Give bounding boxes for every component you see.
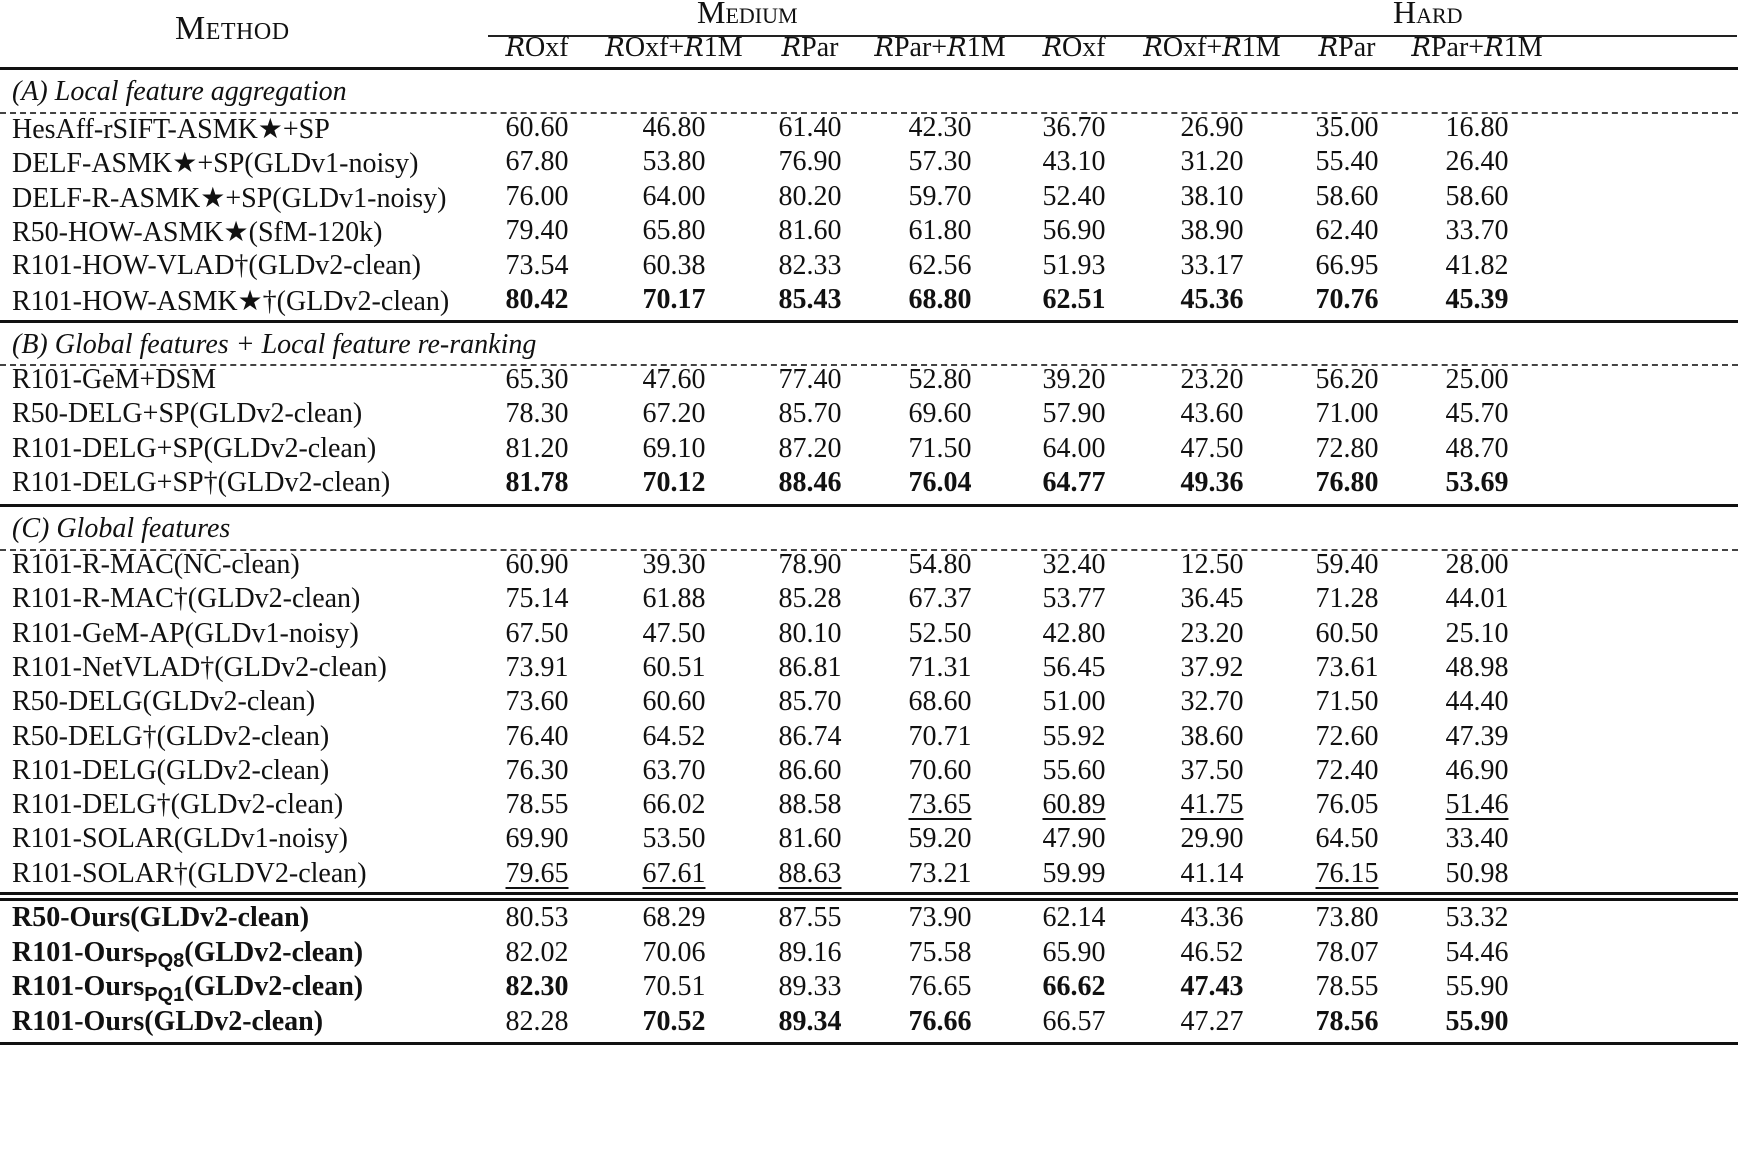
cell-value: 47.90 [1042, 823, 1106, 855]
header-rule [0, 67, 1738, 70]
table-row [0, 1006, 1738, 1040]
cell-value: 80.10 [778, 617, 842, 649]
cell-value: 71.50 [908, 432, 972, 464]
cell-value: 45.39 [1445, 284, 1509, 315]
cell-value: 72.40 [1315, 754, 1379, 786]
cell-value: 71.31 [908, 651, 972, 683]
cell-value: 63.70 [642, 754, 706, 786]
cell-value: 48.70 [1445, 432, 1509, 464]
cell-value: 12.50 [1180, 549, 1244, 580]
cell-value: 64.00 [642, 180, 706, 212]
cell-value: 76.40 [505, 720, 569, 752]
cell-value: 66.62 [1042, 971, 1106, 1002]
method-name: R101-SOLAR(GLDv1-noisy) [12, 823, 348, 855]
cell-value: 23.20 [1180, 364, 1244, 395]
method-name: R101-R-MAC†(GLDv2-clean) [12, 583, 361, 615]
cell-value: 43.10 [1042, 146, 1106, 178]
cell-value: 76.90 [778, 146, 842, 178]
cell-value: 43.36 [1180, 902, 1244, 933]
cell-value: 52.40 [1042, 180, 1106, 212]
cell-value: 55.92 [1042, 720, 1106, 752]
cell-value: 29.90 [1180, 823, 1244, 855]
subcolumn-header: ROxf+R1M [1143, 32, 1281, 63]
method-header: Method [175, 10, 290, 47]
cell-value: 66.57 [1042, 1005, 1106, 1037]
cell-value: 42.30 [908, 112, 972, 143]
cell-value: 70.60 [908, 754, 972, 786]
subcolumn-header: RPar [1318, 32, 1376, 63]
table-row [0, 823, 1738, 857]
cell-value: 75.58 [908, 936, 972, 968]
cell-value: 25.00 [1445, 364, 1509, 395]
method-name: HesAff-rSIFT-ASMK★+SP [12, 114, 330, 145]
table-row [0, 971, 1738, 1005]
cell-value: 37.92 [1180, 651, 1244, 683]
cell-value: 46.90 [1445, 754, 1509, 786]
cell-value: 41.14 [1180, 857, 1244, 889]
cell-value: 60.50 [1315, 617, 1379, 649]
cell-value: 47.39 [1445, 720, 1509, 752]
table-row [0, 902, 1738, 936]
cell-value: 78.30 [505, 398, 569, 430]
cell-value: 45.70 [1445, 398, 1509, 430]
cell-value: 33.17 [1180, 249, 1244, 281]
cell-value: 82.30 [505, 971, 569, 1002]
cell-value: 68.60 [908, 686, 972, 718]
table-row [0, 215, 1738, 249]
table-row [0, 181, 1738, 215]
cell-value: 46.52 [1180, 936, 1244, 968]
cell-value: 33.70 [1445, 215, 1509, 247]
cell-value: 73.65 [908, 789, 972, 821]
cell-value: 25.10 [1445, 617, 1509, 649]
cell-value: 71.28 [1315, 583, 1379, 615]
cell-value: 80.20 [778, 180, 842, 212]
method-name: R101-DELG+SP†(GLDv2-clean) [12, 467, 391, 499]
group-header-medium: Medium [697, 0, 798, 30]
cell-value: 51.93 [1042, 249, 1106, 281]
cell-value: 59.70 [908, 180, 972, 212]
cell-value: 38.90 [1180, 215, 1244, 247]
cell-value: 75.14 [505, 583, 569, 615]
subcolumn-header: ROxf+R1M [605, 32, 743, 63]
cell-value: 65.30 [505, 364, 569, 395]
cell-value: 70.12 [642, 467, 706, 499]
cell-value: 77.40 [778, 364, 842, 395]
cell-value: 67.37 [908, 583, 972, 615]
table-row [0, 583, 1738, 617]
cell-value: 61.80 [908, 215, 972, 247]
cell-value: 64.52 [642, 720, 706, 752]
cell-value: 32.40 [1042, 549, 1106, 580]
table-row [0, 755, 1738, 789]
cell-value: 69.60 [908, 398, 972, 430]
cell-value: 55.40 [1315, 146, 1379, 178]
cell-value: 47.50 [1180, 432, 1244, 464]
cell-value: 70.76 [1315, 284, 1379, 315]
cell-value: 54.46 [1445, 936, 1509, 968]
method-name: R101-Ours$_{PQ8}$(GLDv2-clean) [12, 936, 364, 972]
method-name: R101-Ours$_{PQ1}$(GLDv2-clean) [12, 971, 364, 1006]
cell-value: 53.77 [1042, 583, 1106, 615]
section-title: (A) Local feature aggregation [12, 76, 347, 107]
cell-value: 60.38 [642, 249, 706, 281]
cell-value: 73.60 [505, 686, 569, 718]
cell-value: 88.63 [778, 857, 842, 889]
cell-value: 60.60 [642, 686, 706, 718]
cell-value: 78.55 [1315, 971, 1379, 1002]
cell-value: 47.60 [642, 364, 706, 395]
method-name: R101-DELG(GLDv2-clean) [12, 754, 330, 786]
cell-value: 76.30 [505, 754, 569, 786]
cell-value: 89.16 [778, 936, 842, 968]
cell-value: 76.00 [505, 180, 569, 212]
cell-value: 37.50 [1180, 754, 1244, 786]
cell-value: 51.46 [1445, 789, 1509, 821]
cell-value: 28.00 [1445, 549, 1509, 580]
cell-value: 36.45 [1180, 583, 1244, 615]
cell-value: 41.75 [1180, 789, 1244, 821]
section-rule [0, 1042, 1738, 1045]
cell-value: 43.60 [1180, 398, 1244, 430]
cell-value: 85.70 [778, 398, 842, 430]
cell-value: 39.20 [1042, 364, 1106, 395]
cell-value: 36.70 [1042, 112, 1106, 143]
method-name: R50-DELG†(GLDv2-clean) [12, 720, 330, 752]
cell-value: 47.27 [1180, 1005, 1244, 1037]
cell-value: 64.50 [1315, 823, 1379, 855]
cell-value: 61.88 [642, 583, 706, 615]
cell-value: 64.77 [1042, 467, 1106, 499]
table-row [0, 686, 1738, 720]
cell-value: 73.61 [1315, 651, 1379, 683]
cell-value: 35.00 [1315, 112, 1379, 143]
cell-value: 78.55 [505, 789, 569, 821]
cell-value: 72.80 [1315, 432, 1379, 464]
table-row [0, 250, 1738, 284]
cell-value: 81.60 [778, 823, 842, 855]
cell-value: 65.90 [1042, 936, 1106, 968]
cell-value: 57.30 [908, 146, 972, 178]
cell-value: 78.90 [778, 549, 842, 580]
cell-value: 62.51 [1042, 284, 1106, 315]
cell-value: 70.06 [642, 936, 706, 968]
cell-value: 87.20 [778, 432, 842, 464]
cell-value: 58.60 [1445, 180, 1509, 212]
cell-value: 56.90 [1042, 215, 1106, 247]
table-row [0, 146, 1738, 180]
method-name: DELF-ASMK★+SP(GLDv1-noisy) [12, 148, 419, 180]
table-row [0, 721, 1738, 755]
cell-value: 76.80 [1315, 467, 1379, 499]
cell-value: 57.90 [1042, 398, 1106, 430]
cell-value: 89.34 [778, 1005, 842, 1037]
cell-value: 41.82 [1445, 249, 1509, 281]
cell-value: 51.00 [1042, 686, 1106, 718]
cell-value: 62.40 [1315, 215, 1379, 247]
table-row [0, 433, 1738, 467]
cell-value: 59.20 [908, 823, 972, 855]
cell-value: 80.42 [505, 284, 569, 315]
cell-value: 53.69 [1445, 467, 1509, 499]
cell-value: 69.90 [505, 823, 569, 855]
section-title: (B) Global features + Local feature re-ranking [12, 329, 537, 360]
table-row [0, 398, 1738, 432]
method-name: R101-DELG†(GLDv2-clean) [12, 789, 344, 821]
subcolumn-header: ROxf [505, 32, 569, 63]
cell-value: 79.65 [505, 857, 569, 889]
cell-value: 82.02 [505, 936, 569, 968]
table-row [0, 467, 1738, 501]
section-rule [0, 320, 1738, 323]
cell-value: 54.80 [908, 549, 972, 580]
cell-value: 47.43 [1180, 971, 1244, 1002]
cell-value: 70.71 [908, 720, 972, 752]
cell-value: 86.74 [778, 720, 842, 752]
cell-value: 60.89 [1042, 789, 1106, 821]
cell-value: 65.80 [642, 215, 706, 247]
cell-value: 76.65 [908, 971, 972, 1002]
cell-value: 73.21 [908, 857, 972, 889]
subcolumn-header: RPar+R1M [874, 32, 1006, 63]
cell-value: 46.80 [642, 112, 706, 143]
group-header-hard: Hard [1393, 0, 1463, 30]
table-row [0, 789, 1738, 823]
double-rule [0, 898, 1738, 901]
cell-value: 73.90 [908, 902, 972, 933]
cell-value: 76.04 [908, 467, 972, 499]
method-name: DELF-R-ASMK★+SP(GLDv1-noisy) [12, 182, 447, 214]
cell-value: 26.40 [1445, 146, 1509, 178]
table-row [0, 618, 1738, 652]
cell-value: 59.40 [1315, 549, 1379, 580]
cell-value: 86.60 [778, 754, 842, 786]
cell-value: 56.45 [1042, 651, 1106, 683]
cell-value: 60.51 [642, 651, 706, 683]
cell-value: 85.43 [778, 284, 842, 315]
table-row [0, 112, 1738, 146]
cell-value: 61.40 [778, 112, 842, 143]
cell-value: 55.90 [1445, 1005, 1509, 1037]
cell-value: 76.05 [1315, 789, 1379, 821]
cell-value: 76.15 [1315, 857, 1379, 889]
method-name: R101-HOW-VLAD†(GLDv2-clean) [12, 249, 421, 281]
cell-value: 60.60 [505, 112, 569, 143]
cell-value: 58.60 [1315, 180, 1379, 212]
cell-value: 50.98 [1445, 857, 1509, 889]
method-name: R101-GeM+DSM [12, 364, 217, 395]
method-name: R50-HOW-ASMK★(SfM-120k) [12, 217, 383, 249]
cell-value: 85.28 [778, 583, 842, 615]
cell-value: 76.66 [908, 1005, 972, 1037]
method-name: R101-HOW-ASMK★†(GLDv2-clean) [12, 286, 450, 317]
subcolumn-header: RPar [781, 32, 839, 63]
cell-value: 59.99 [1042, 857, 1106, 889]
method-name: R50-Ours(GLDv2-clean) [12, 902, 310, 933]
cell-value: 81.78 [505, 467, 569, 499]
cell-value: 80.53 [505, 902, 569, 933]
table-row [0, 549, 1738, 583]
method-name: R101-NetVLAD†(GLDv2-clean) [12, 651, 387, 683]
cell-value: 62.14 [1042, 902, 1106, 933]
section-rule [0, 892, 1738, 895]
cell-value: 38.60 [1180, 720, 1244, 752]
cell-value: 71.00 [1315, 398, 1379, 430]
section-rule [0, 504, 1738, 507]
cell-value: 44.01 [1445, 583, 1509, 615]
cell-value: 73.54 [505, 249, 569, 281]
cell-value: 23.20 [1180, 617, 1244, 649]
cell-value: 42.80 [1042, 617, 1106, 649]
cell-value: 70.52 [642, 1005, 706, 1037]
cell-value: 44.40 [1445, 686, 1509, 718]
cell-value: 67.80 [505, 146, 569, 178]
cell-value: 47.50 [642, 617, 706, 649]
cell-value: 82.28 [505, 1005, 569, 1037]
cell-value: 72.60 [1315, 720, 1379, 752]
section-title: (C) Global features [12, 513, 231, 544]
cell-value: 88.46 [778, 467, 842, 499]
table-row [0, 364, 1738, 398]
table-row [0, 652, 1738, 686]
cell-value: 52.50 [908, 617, 972, 649]
cell-value: 53.32 [1445, 902, 1509, 933]
cell-value: 81.60 [778, 215, 842, 247]
cell-value: 26.90 [1180, 112, 1244, 143]
cell-value: 53.50 [642, 823, 706, 855]
table-row [0, 937, 1738, 971]
cell-value: 73.91 [505, 651, 569, 683]
cell-value: 82.33 [778, 249, 842, 281]
cell-value: 55.60 [1042, 754, 1106, 786]
cell-value: 73.80 [1315, 902, 1379, 933]
cell-value: 71.50 [1315, 686, 1379, 718]
cell-value: 81.20 [505, 432, 569, 464]
subcolumn-header: RPar+R1M [1411, 32, 1543, 63]
cell-value: 78.07 [1315, 936, 1379, 968]
cell-value: 66.95 [1315, 249, 1379, 281]
method-name: R101-DELG+SP(GLDv2-clean) [12, 432, 377, 464]
method-name: R101-SOLAR†(GLDV2-clean) [12, 857, 367, 889]
cell-value: 85.70 [778, 686, 842, 718]
cell-value: 79.40 [505, 215, 569, 247]
method-name: R101-Ours(GLDv2-clean) [12, 1005, 324, 1037]
cell-value: 68.29 [642, 902, 706, 933]
cell-value: 70.51 [642, 971, 706, 1002]
cell-value: 33.40 [1445, 823, 1509, 855]
method-name: R50-DELG+SP(GLDv2-clean) [12, 398, 363, 430]
cell-value: 70.17 [642, 284, 706, 315]
cell-value: 68.80 [908, 284, 972, 315]
table-row [0, 284, 1738, 318]
method-name: R50-DELG(GLDv2-clean) [12, 686, 316, 718]
cell-value: 52.80 [908, 364, 972, 395]
cell-value: 64.00 [1042, 432, 1106, 464]
cell-value: 67.61 [642, 857, 706, 889]
cell-value: 49.36 [1180, 467, 1244, 499]
method-name: R101-GeM-AP(GLDv1-noisy) [12, 617, 359, 649]
cell-value: 39.30 [642, 549, 706, 580]
cell-value: 62.56 [908, 249, 972, 281]
cell-value: 88.58 [778, 789, 842, 821]
cell-value: 31.20 [1180, 146, 1244, 178]
cell-value: 16.80 [1445, 112, 1509, 143]
cell-value: 67.50 [505, 617, 569, 649]
cell-value: 86.81 [778, 651, 842, 683]
cell-value: 78.56 [1315, 1005, 1379, 1037]
cell-value: 69.10 [642, 432, 706, 464]
cell-value: 38.10 [1180, 180, 1244, 212]
cell-value: 45.36 [1180, 284, 1244, 315]
method-name: R101-R-MAC(NC-clean) [12, 549, 300, 580]
cell-value: 56.20 [1315, 364, 1379, 395]
cell-value: 60.90 [505, 549, 569, 580]
cell-value: 53.80 [642, 146, 706, 178]
subcolumn-header: ROxf [1042, 32, 1106, 63]
cell-value: 89.33 [778, 971, 842, 1002]
cell-value: 87.55 [778, 902, 842, 933]
table-row [0, 858, 1738, 892]
cell-value: 66.02 [642, 789, 706, 821]
cell-value: 32.70 [1180, 686, 1244, 718]
cell-value: 55.90 [1445, 971, 1509, 1002]
cell-value: 48.98 [1445, 651, 1509, 683]
cell-value: 67.20 [642, 398, 706, 430]
